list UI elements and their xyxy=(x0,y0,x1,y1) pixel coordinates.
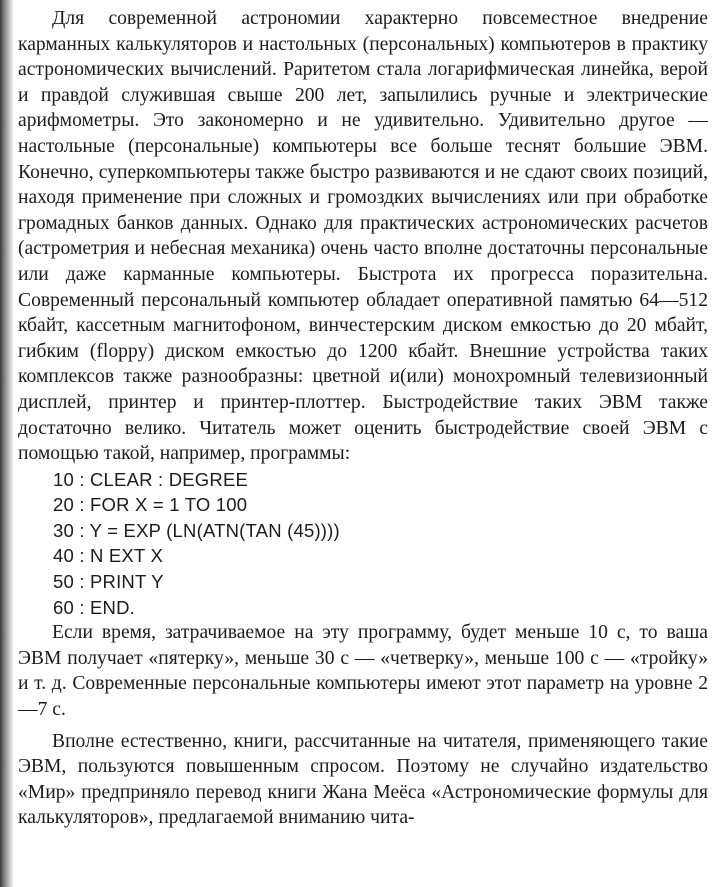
program-listing xyxy=(18,467,708,621)
program-line: 30 : Y = EXP (LN(ATN(TAN (45)))) xyxy=(53,519,340,541)
paragraph-intro: Для современной астрономии характерно повсеместное внедрение карманных калькуляторов и настольных (персональных) компьютеров в практику астрономических вычислений. Раритетом стала логарифмическая линейка, верой и правдой служившая свыше 200 лет, запылились ручные и электрические арифмометры. Это закономерно и не удивительно. Удивительно другое — настольные (персональные) компьютеры все больше теснят большие ЭВМ. Конечно, суперкомпьютеры также быстро развиваются и не сдают своих позиций, находя применение при сложных и громоздких вычислениях или при обработке громадных банков данных. Однако для практических астрономических расчетов (астрометрия и небесная механика) очень часто вполне достаточны персональные или даже карманные компьютеры. Быстрота их прогресса поразительна. Современный персональный компьютер обладает оперативной памятью 64—512 кбайт, кассетным магнитофоном, винчестерским диском емкостью до 20 мбайт, гибким (floppy) диском емкостью до 1200 кбайт. Внешние устройства таких комплексов также разнообразны: цветной и(или) монохромный телевизионный дисплей, принтер и принтер-плоттер. Быстродействие таких ЭВМ также достаточно велико. Читатель может оценить быстродействие своей ЭВМ с помощью такой, например, программы: xyxy=(18,8,708,465)
program-line: 50 : PRINT Y xyxy=(53,571,164,593)
program-line: 10 : CLEAR : DEGREE xyxy=(53,468,249,490)
program-line: 40 : N EXT X xyxy=(53,545,164,567)
program-line: 60 : END. xyxy=(53,596,135,618)
program-line: 20 : FOR X = 1 TO 100 xyxy=(53,494,248,516)
book-page xyxy=(18,6,708,831)
binding-shadow xyxy=(0,0,14,887)
paragraph-timing: Если время, затрачиваемое на эту программу, будет меньше 10 с, то ваша ЭВМ получает «пятерку», меньше 30 с — «четверку», меньше 100 с — «тройку» и т. д. Современные персональные компьютеры имеют этот параметр на уровне 2—7 с. xyxy=(18,622,708,721)
paragraph-publication: Вполне естественно, книги, рассчитанные на читателя, применяющего такие ЭВМ, пользуются повышенным спросом. Поэтому не случайно издательство «Мир» предприняло перевод книги Жана Меёса «Астрономические формулы для калькуляторов», предлагаемой вниманию чита- xyxy=(18,730,708,829)
